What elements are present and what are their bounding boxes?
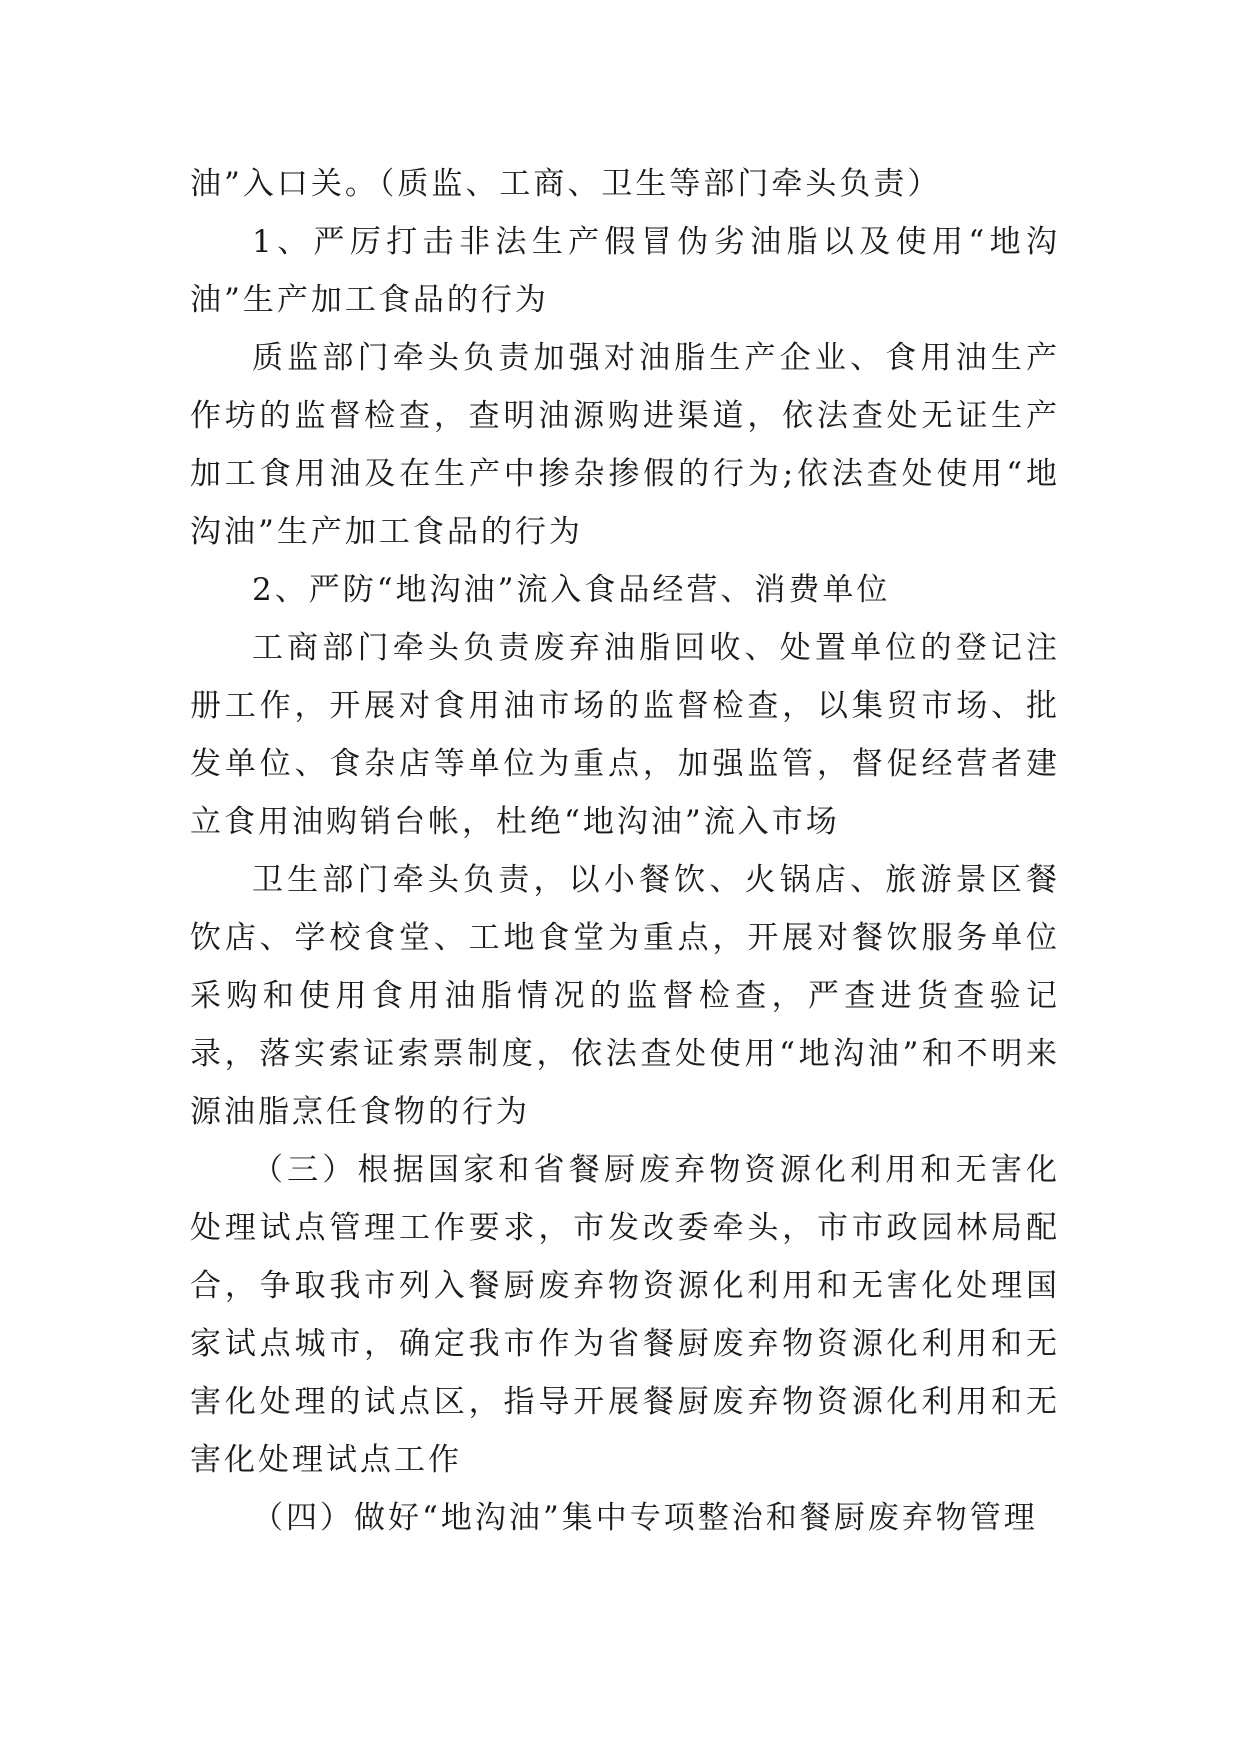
paragraph-3: 质监部门牵头负责加强对油脂生产企业、食用油生产作坊的监督检查，查明油源购进渠道，依法查处无证生产加工食用油及在生产中掺杂掺假的行为;依法查处使用“地沟油”生产加工食品的行为 <box>190 340 1060 550</box>
paragraph-1: 油”入口关。（质监、工商、卫生等部门牵头负责） <box>190 166 942 202</box>
paragraph-4: 2、严防“地沟油”流入食品经营、消费单位 <box>252 572 891 608</box>
paragraph-7: （三）根据国家和省餐厨废弃物资源化利用和无害化处理试点管理工作要求，市发改委牵头，市市政园林局配合，争取我市列入餐厨废弃物资源化利用和无害化处理国家试点城市，确定我市作为省餐厨废弃物资源化利用和无害化处理的试点区，指导开展餐厨废弃物资源化利用和无害化处理试点工作 <box>190 1152 1060 1478</box>
paragraph-8: （四）做好“地沟油”集中专项整治和餐厨废弃物管理 <box>252 1500 1038 1536</box>
document-page <box>190 155 1060 1547</box>
paragraph-5: 工商部门牵头负责废弃油脂回收、处置单位的登记注册工作，开展对食用油市场的监督检查，以集贸市场、批发单位、食杂店等单位为重点，加强监管，督促经营者建立食用油购销台帐，杜绝“地沟油”流入市场 <box>190 630 1060 840</box>
paragraph-2: 1、严厉打击非法生产假冒伪劣油脂以及使用“地沟油”生产加工食品的行为 <box>190 224 1060 318</box>
paragraph-6: 卫生部门牵头负责，以小餐饮、火锅店、旅游景区餐饮店、学校食堂、工地食堂为重点，开展对餐饮服务单位采购和使用食用油脂情况的监督检查，严查进货查验记录，落实索证索票制度，依法查处使用“地沟油”和不明来源油脂烹任食物的行为 <box>190 862 1060 1130</box>
